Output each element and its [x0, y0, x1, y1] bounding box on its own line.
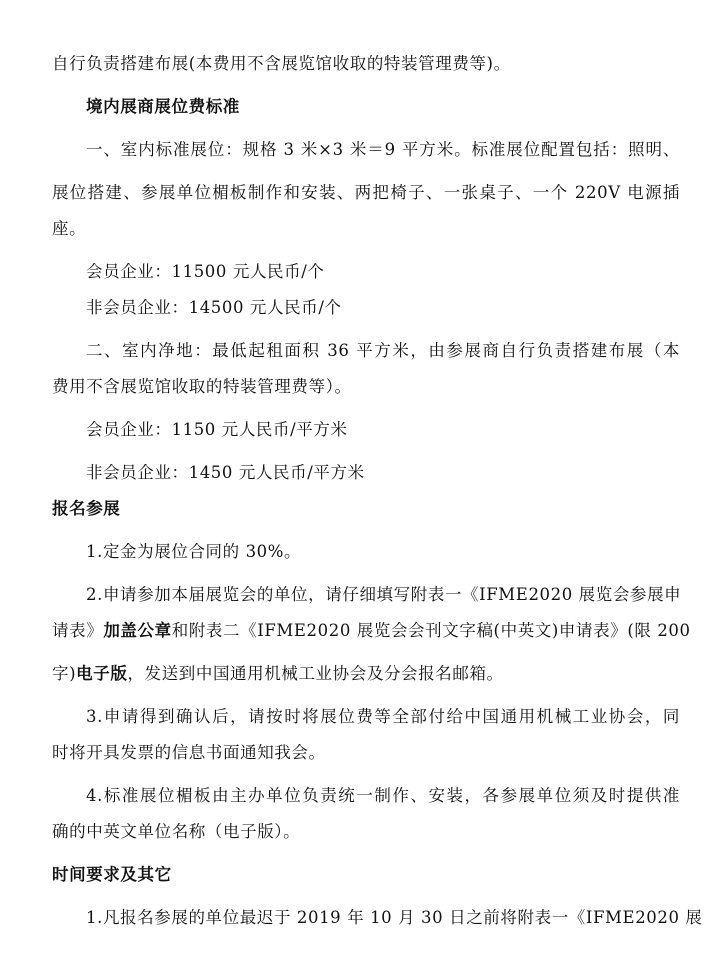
list-item: 2.申请参加本届展览会的单位，请仔细填写附表一《IFME2020 展览会参展申 — [86, 585, 682, 604]
price-line-nonmember: 非会员企业：14500 元人民币/个 — [86, 298, 342, 317]
bold-text-seal: 加盖公章 — [103, 621, 172, 640]
price-line-nonmember: 非会员企业：1450 元人民币/平方米 — [86, 463, 365, 482]
text-span: 和附表二《IFME2020 展览会会刊文字稿(中英文)申请表》(限 200 — [171, 621, 691, 640]
text-span: 字) — [52, 664, 77, 683]
price-line-member: 会员企业：11500 元人民币/个 — [86, 262, 325, 281]
paragraph-line: 费用不含展览馆收取的特装管理费等）。 — [52, 377, 352, 396]
paragraph-line — [52, 619, 691, 643]
paragraph-line: 一、室内标准展位：规格 3 米×3 米＝9 平方米。标准展位配置包括：照明、 — [86, 140, 680, 159]
section-heading-booth-fees: 境内展商展位费标准 — [86, 97, 240, 116]
text-span: ，发送到中国通用机械工业协会及分会报名邮箱。 — [127, 664, 504, 683]
price-line-member: 会员企业：1150 元人民币/平方米 — [86, 420, 348, 439]
list-item: 3.申请得到确认后，请按时将展位费等全部付给中国通用机械工业协会，同 — [86, 707, 680, 726]
section-heading-registration: 报名参展 — [52, 499, 121, 518]
paragraph-line: 确的中英文单位名称（电子版）。 — [52, 822, 301, 841]
bold-text-electronic: 电子版 — [76, 664, 128, 683]
section-heading-timing: 时间要求及其它 — [52, 865, 172, 884]
text-span: 请表》 — [52, 621, 104, 640]
paragraph-line: 时将开具发票的信息书面通知我会。 — [52, 743, 326, 762]
paragraph-line: 自行负责搭建布展(本费用不含展览馆收取的特装管理费等)。 — [52, 54, 511, 73]
list-item: 1.凡报名参展的单位最迟于 2019 年 10 月 30 日之前将附表一《IFME2020 展 — [86, 908, 703, 927]
paragraph-line: 座。 — [52, 219, 87, 238]
list-item: 1.定金为展位合同的 30%。 — [86, 542, 302, 561]
list-item: 4.标准展位楣板由主办单位负责统一制作、安装，各参展单位须及时提供准 — [86, 786, 680, 805]
paragraph-line: 展位搭建、参展单位楣板制作和安装、两把椅子、一张桌子、一个 220V 电源插 — [52, 183, 680, 202]
paragraph-line: 二、室内净地：最低起租面积 36 平方米，由参展商自行负责搭建布展（本 — [86, 341, 680, 360]
paragraph-line — [52, 662, 680, 686]
